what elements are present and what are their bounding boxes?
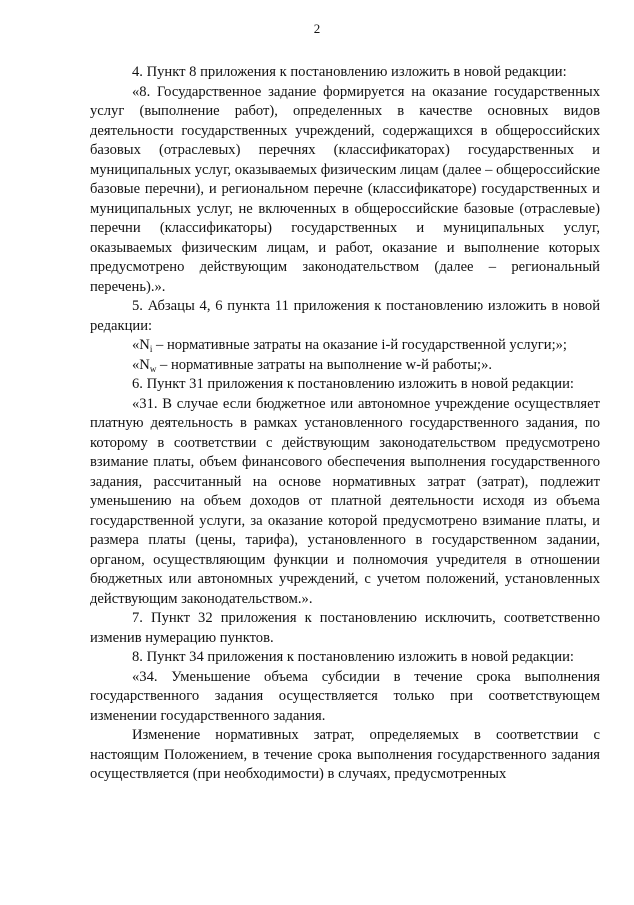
paragraph-normative-costs: Изменение нормативных затрат, определяемых в соответствии с настоящим Положением, в течение срока выполнения государственного задания осуществляется (при необходимости) в случаях, предусмотренных bbox=[90, 727, 600, 782]
formula-subscript: w bbox=[149, 363, 157, 374]
paragraph-quote-8: «8. Государственное задание формируется на оказание государственных услуг (выполнение работ), определенных в качестве основных видов деятельности государственных учреждений, содержащихся в общероссийских базовых (отраслевых) перечнях (классификаторах) государственных и муниципальных услуг, оказываемых физическим лицам (далее – общероссийские базовые перечни), и региональном перечне (классификаторе) государственных и муниципальных услуг, не включенных в общероссийские базовые (отраслевые) перечни (классификаторы) государственных и муниципальных услуг, оказываемых физическим лицам, и работ, оказание и выполнение которых предусмотрено действующим законодательством (далее – региональный перечень).». bbox=[90, 83, 600, 295]
page-number: 2 bbox=[313, 21, 321, 36]
formula-subscript: i bbox=[149, 344, 153, 354]
paragraph-item-7: 7. Пункт 32 приложения к постановлению исключить, соответственно изменив нумерацию пунктов. bbox=[90, 610, 600, 646]
paragraph-formula-nw bbox=[90, 356, 600, 376]
formula-text: – нормативные затраты на выполнение w-й работы;». bbox=[156, 356, 493, 373]
formula-text: – нормативные затраты на оказание i-й государственной услуги;»; bbox=[152, 337, 567, 353]
paragraph-item-6: 6. Пункт 31 приложения к постановлению изложить в новой редакции: bbox=[132, 376, 574, 392]
formula-symbol: «N bbox=[132, 337, 150, 353]
paragraph-quote-34: «34. Уменьшение объема субсидии в течение срока выполнения государственного задания осуществляется только при соответствующем изменении государственного задания. bbox=[90, 668, 600, 724]
formula-symbol: «N bbox=[132, 356, 150, 373]
document-body bbox=[90, 63, 600, 785]
paragraph-item-4: 4. Пункт 8 приложения к постановлению изложить в новой редакции: bbox=[132, 64, 567, 80]
paragraph-formula-ni bbox=[90, 336, 600, 356]
paragraph-item-8: 8. Пункт 34 приложения к постановлению изложить в новой редакции: bbox=[132, 649, 574, 665]
paragraph-item-5: 5. Абзацы 4, 6 пункта 11 приложения к постановлению изложить в новой редакции: bbox=[90, 298, 600, 334]
paragraph-quote-31: «31. В случае если бюджетное или автономное учреждение осуществляет платную деятельность в рамках установленного государственного задания, по которому в соответствии с действующим законодательством предусмотрено взимание платы, объем финансового обеспечения выполнения государственного задания, рассчитанный на основе нормативных затрат (затрат), подлежит уменьшению на объем доходов от платной деятельности исходя из объема государственной услуги, за оказание которой предусмотрено взимание платы, и размера платы (цены, тарифа), установленного в государственном задании, органом, осуществляющим функции и полномочия учредителя в отношении бюджетных или автономных учреждений, с учетом положений, установленных действующим законодательством.». bbox=[90, 395, 600, 607]
